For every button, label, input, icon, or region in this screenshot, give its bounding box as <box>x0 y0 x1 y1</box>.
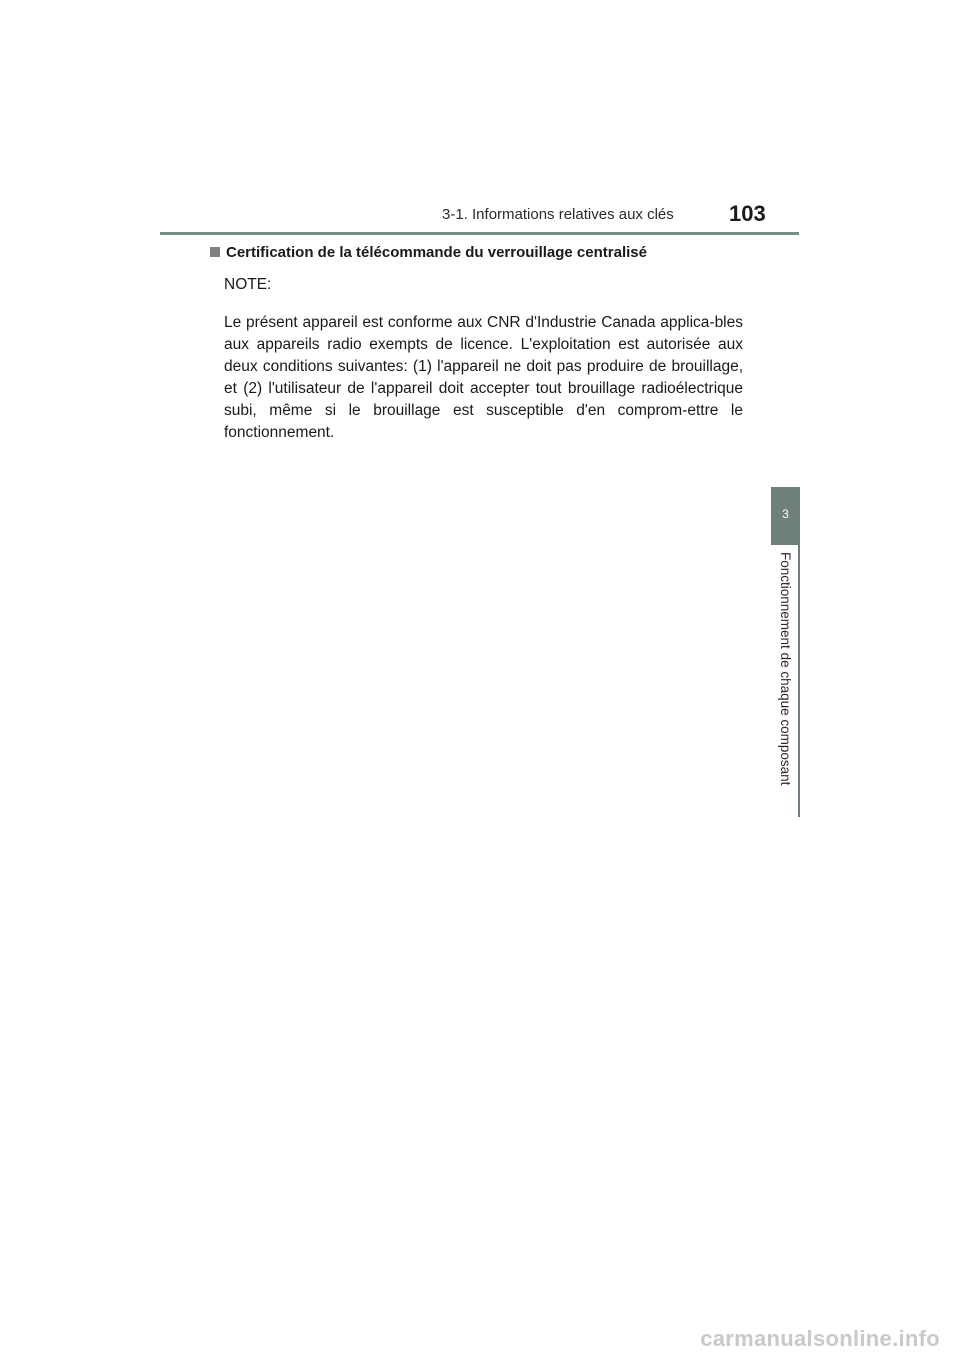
watermark-text: carmanualsonline.info <box>700 1326 940 1351</box>
square-bullet-icon <box>210 247 220 257</box>
section-heading <box>210 244 770 261</box>
body-paragraph: Le présent appareil est conforme aux CNR d'Industrie Canada applica-bles aux appareils radio exempts de licence. L'exploitation est autorisée aux deux conditions suivantes: (1) l'appareil ne doit pas produire de brouillage, et (2) l'utilisateur de l'appareil doit accepter tout brouillage radioélectrique subi, même si le brouillage est susceptible d'en comprom-ettre le fonctionnement. <box>224 314 743 441</box>
page-header <box>160 200 800 234</box>
chapter-title: Fonctionnement de chaque composant <box>778 552 793 786</box>
section-title: 3-1. Informations relatives aux clés <box>442 206 674 223</box>
section-heading-text: Certification de la télécommande du verrouillage centralisé <box>226 244 647 261</box>
chapter-tab <box>771 487 800 545</box>
note-label: NOTE: <box>224 276 272 293</box>
chapter-number: 3 <box>782 507 789 521</box>
page-number: 103 <box>729 201 766 226</box>
header-divider <box>160 232 799 235</box>
chapter-side-rule <box>798 487 800 817</box>
